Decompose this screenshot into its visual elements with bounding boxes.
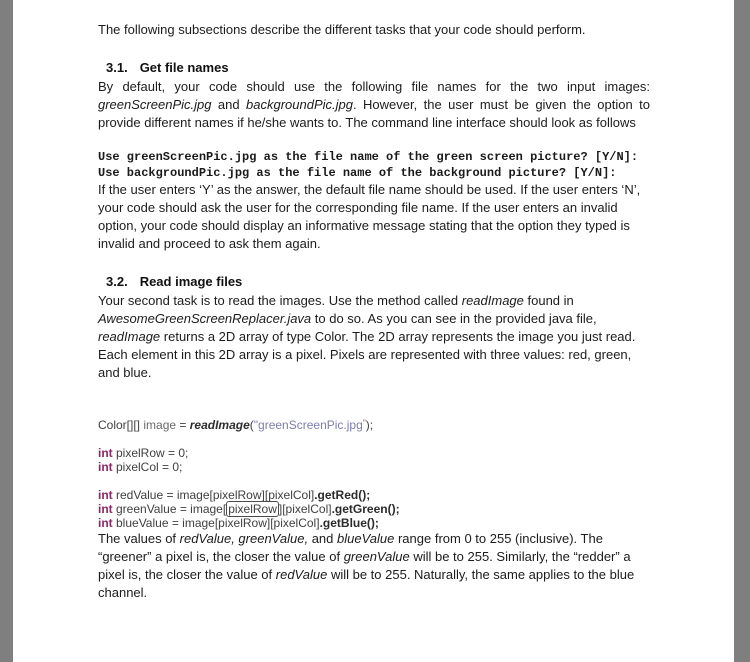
code-line — [98, 516, 650, 530]
code-token: ); — [365, 418, 374, 432]
code-token: readImage — [189, 418, 250, 432]
section-3-2-paragraph-2 — [98, 530, 650, 602]
code-line — [98, 446, 650, 460]
text-segment: found in — [523, 293, 574, 308]
text-segment: readImage — [98, 329, 161, 344]
code-line — [98, 460, 650, 474]
text-segment: range from 0 to 255 (inclusive). The “greener” a pixel is, the closer the value of — [98, 531, 603, 564]
code-token: .getGreen(); — [331, 502, 400, 516]
text-segment: backgroundPic.jpg — [246, 97, 353, 112]
page-content — [13, 0, 734, 602]
code-token: blueValue = image[pixelRow][pixelCol] — [116, 516, 320, 530]
code-token: = — [179, 418, 190, 432]
code-token: int — [98, 516, 116, 530]
text-segment: to do so. As you can see in the provided java file, — [311, 311, 597, 326]
text-segment: redValue, greenValue, — [179, 531, 309, 546]
code-line — [98, 432, 650, 446]
code-token: pixelRow — [228, 502, 277, 516]
section-3-1-number: 3.1. — [106, 60, 128, 75]
document-page — [13, 0, 734, 662]
code-token: ” — [362, 418, 366, 428]
section-3-2-heading — [98, 273, 650, 291]
right-page-gutter — [734, 0, 750, 662]
code-token: greenValue = image[ — [116, 502, 227, 516]
code-token: Use backgroundPic.jpg as the file name of the background picture? [Y/N]: — [98, 166, 617, 180]
code-token: int — [98, 460, 116, 474]
code-token: ( — [249, 418, 254, 432]
section-3-1-heading — [98, 59, 650, 77]
section-3-2-number: 3.2. — [106, 274, 128, 289]
text-segment: and — [308, 531, 337, 546]
code-line — [98, 488, 650, 502]
code-token: pixelRow = 0; — [116, 446, 189, 460]
code-token: image — [143, 418, 180, 432]
code-token: ][pixelCol] — [278, 502, 332, 516]
left-page-gutter — [0, 0, 13, 662]
code-token: int — [98, 446, 116, 460]
intro-paragraph: The following subsections describe the different tasks that your code should perform. — [98, 22, 586, 37]
text-segment: blueValue — [337, 531, 395, 546]
code-line — [98, 165, 650, 181]
code-token: int — [98, 502, 116, 516]
code-line — [98, 416, 650, 432]
section-3-1-paragraph — [98, 78, 650, 132]
text-segment: Your second task is to read the images. Use the method called — [98, 293, 462, 308]
code-token: redValue = image[pixelRow][pixelCol] — [116, 488, 315, 502]
text-segment: . However, the user must be given the option to provide different names if he/she wants to. The command line interface should look as follows — [98, 97, 650, 130]
text-segment: greenValue — [343, 549, 410, 564]
text-segment: By default, your code should use the following file names for the two input images: — [98, 79, 650, 94]
text-segment: greenScreenPic.jpg — [98, 97, 212, 112]
code-token: .getBlue(); — [319, 516, 379, 530]
section-3-2-title: Read image files — [139, 274, 243, 289]
section-3-1-title: Get file names — [139, 60, 229, 75]
text-segment: AwesomeGreenScreenReplacer.java — [98, 311, 312, 326]
java-code-snippet — [98, 416, 650, 530]
code-line — [98, 149, 650, 165]
text-segment: will be to 255. Similarly, the “redder” a pixel is, the closer the value of — [98, 549, 631, 582]
code-token: int — [98, 488, 116, 502]
code-token: Color[][] — [98, 418, 144, 432]
text-segment: The values of — [98, 531, 180, 546]
code-token: pixelCol = 0; — [116, 460, 183, 474]
section-3-2-paragraph — [98, 292, 650, 382]
code-line — [98, 474, 650, 488]
code-token: "greenScreenPic.jpg — [253, 418, 363, 432]
text-segment: and — [211, 97, 247, 112]
code-line — [98, 502, 650, 516]
text-segment: will be to 255. Naturally, the same applies to the blue channel. — [98, 567, 635, 600]
code-token: .getRed(); — [314, 488, 371, 502]
console-prompt-block — [98, 149, 650, 181]
code-token: Use greenScreenPic.jpg as the file name of the green screen picture? [Y/N]: — [98, 150, 639, 164]
section-3-1-paragraph-2: If the user enters ‘Y’ as the answer, the default file name should be used. If the user enters ‘N’, your code should ask the user for the corresponding file name. If the user enters an invalid option, your code should display an informative message stating that the option they typed is invalid and proceed to ask them again. — [98, 182, 641, 251]
text-segment: readImage — [461, 293, 524, 308]
text-segment: returns a 2D array of type Color. The 2D array represents the image you just read. Each element in this 2D array is a pixel. Pixels are represented with three values: red, green, and blue. — [98, 329, 636, 380]
text-segment: redValue — [275, 567, 328, 582]
